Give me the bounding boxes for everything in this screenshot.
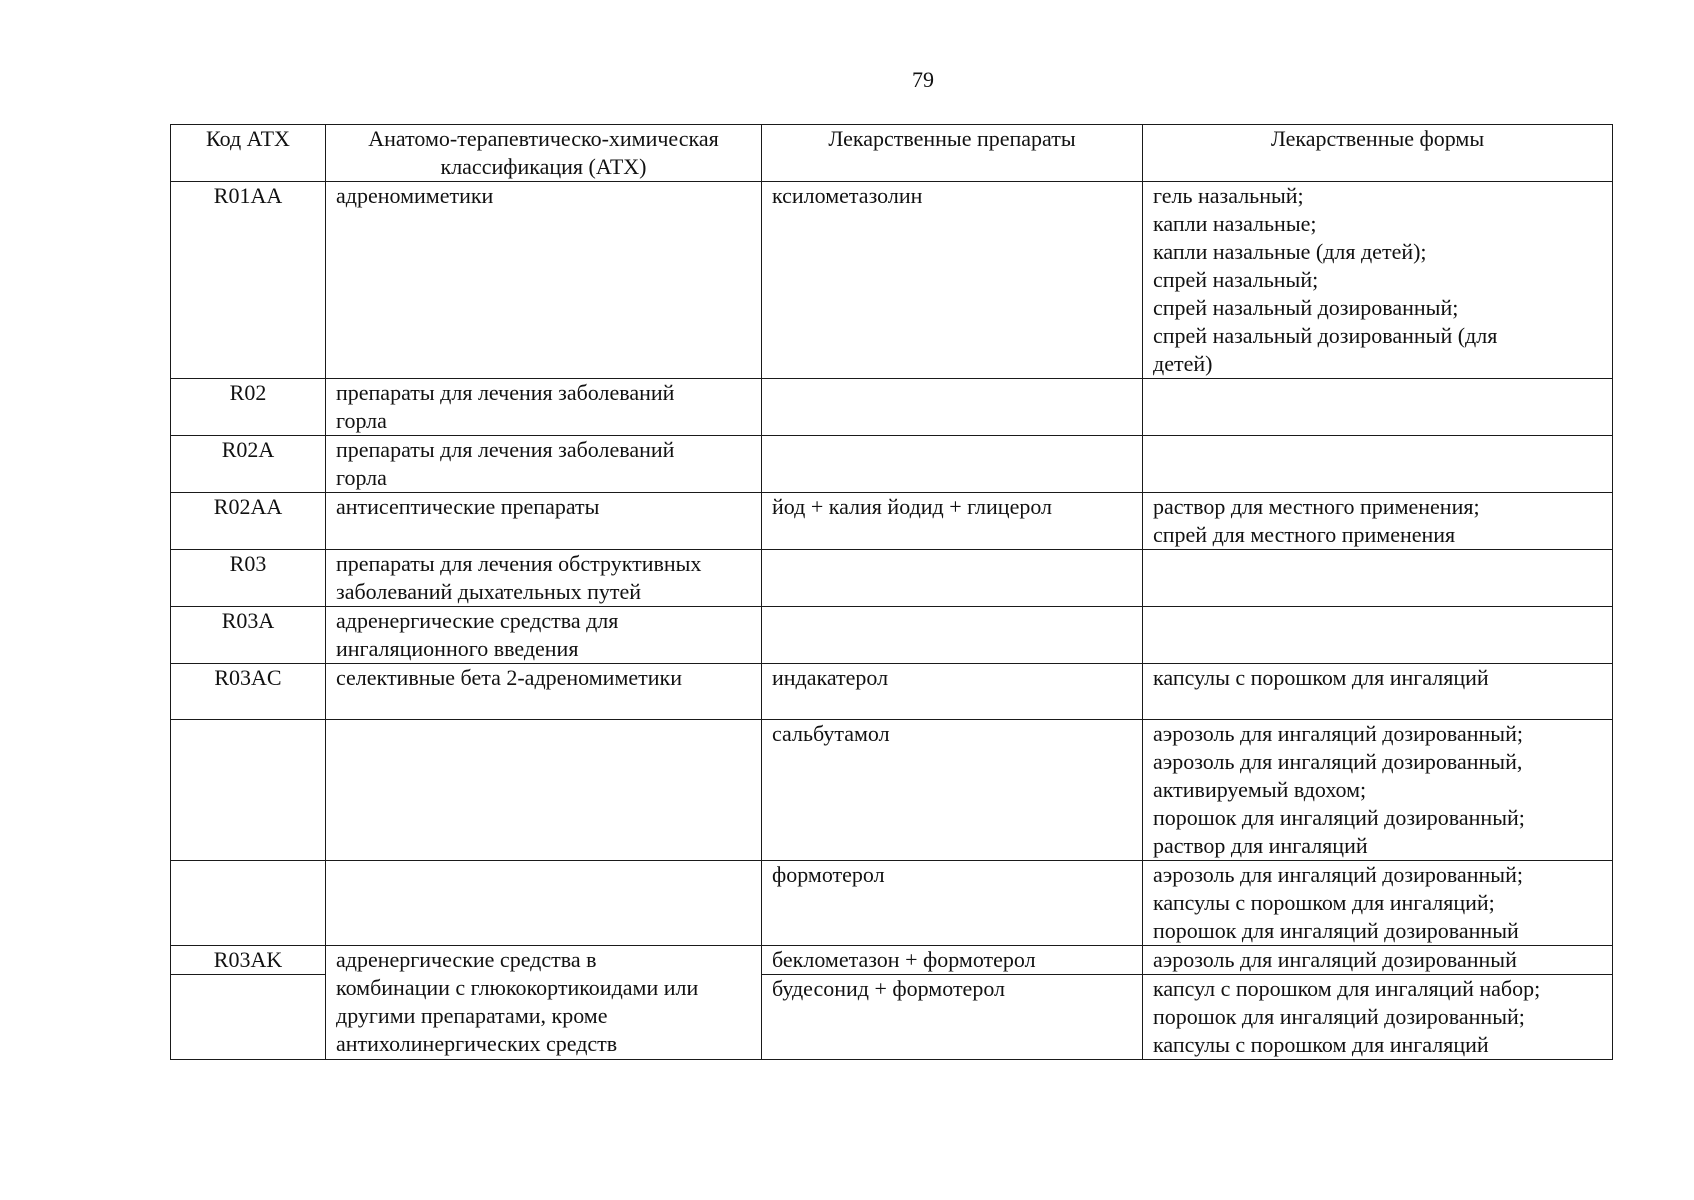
drug-name: беклометазон + формотерол: [762, 946, 1143, 975]
drug-name: [762, 379, 1143, 436]
table-row: [171, 379, 1613, 436]
classification-line: горла: [336, 465, 387, 490]
classification-line: антихолинергических средств: [336, 1031, 618, 1056]
table-row: [171, 493, 1613, 550]
form-line: спрей для местного применения: [1153, 522, 1456, 547]
atx-code: R02AA: [171, 493, 326, 550]
header-code: Код АТХ: [171, 125, 326, 182]
table-header-row: [171, 125, 1613, 182]
atx-code: [171, 861, 326, 946]
drug-forms: [1143, 664, 1613, 720]
atx-classification: [326, 550, 762, 607]
drug-forms: [1143, 550, 1613, 607]
form-line: раствор для местного применения;: [1153, 494, 1480, 519]
table-row: [171, 720, 1613, 861]
drug-forms: [1143, 975, 1613, 1060]
drug-forms: [1143, 946, 1613, 975]
table-row: [171, 182, 1613, 379]
page-number: 79: [912, 67, 934, 92]
atx-classification: [326, 720, 762, 861]
table-row: [171, 436, 1613, 493]
header-classification: Анатомо-терапевтическо-химическая классификация (АТХ): [326, 125, 762, 182]
drug-forms: [1143, 861, 1613, 946]
atx-code: [171, 975, 326, 1060]
table-row: [171, 664, 1613, 720]
header-drugs: Лекарственные препараты: [762, 125, 1143, 182]
form-line: детей): [1153, 351, 1213, 376]
drug-name: [762, 550, 1143, 607]
atx-classification: [326, 436, 762, 493]
form-line: гель назальный;: [1153, 183, 1304, 208]
form-line: спрей назальный дозированный;: [1153, 295, 1459, 320]
atx-code: R02A: [171, 436, 326, 493]
atx-code: R03AC: [171, 664, 326, 720]
atx-code: [171, 720, 326, 861]
atx-classification: [326, 861, 762, 946]
classification-line: препараты для лечения заболеваний: [336, 380, 675, 405]
classification-line: селективные бета 2-адреномиметики: [336, 665, 682, 690]
drug-forms: [1143, 720, 1613, 861]
classification-line: адренергические средства для: [336, 608, 619, 633]
form-line: капли назальные;: [1153, 211, 1317, 236]
form-line: капли назальные (для детей);: [1153, 239, 1427, 264]
atx-classification: [326, 182, 762, 379]
drug-forms: [1143, 379, 1613, 436]
classification-line: комбинации с глюкокортикоидами или: [336, 975, 699, 1000]
classification-line: адреномиметики: [336, 183, 494, 208]
drug-name: ксилометазолин: [762, 182, 1143, 379]
form-line: спрей назальный;: [1153, 267, 1319, 292]
form-line: капсулы с порошком для ингаляций;: [1153, 890, 1495, 915]
atx-table: [170, 124, 1613, 1060]
header-forms: Лекарственные формы: [1143, 125, 1613, 182]
form-line: аэрозоль для ингаляций дозированный,: [1153, 749, 1523, 774]
drug-name: [762, 436, 1143, 493]
form-line: аэрозоль для ингаляций дозированный;: [1153, 721, 1523, 746]
table-row: [171, 946, 1613, 975]
atx-classification: [326, 379, 762, 436]
form-line: капсулы с порошком для ингаляций: [1153, 1032, 1489, 1057]
classification-line: препараты для лечения заболеваний: [336, 437, 675, 462]
atx-classification: [326, 946, 762, 1060]
form-line: спрей назальный дозированный (для: [1153, 323, 1498, 348]
drug-forms: [1143, 607, 1613, 664]
atx-code: R03A: [171, 607, 326, 664]
drug-name: формотерол: [762, 861, 1143, 946]
form-line: порошок для ингаляций дозированный;: [1153, 805, 1525, 830]
classification-line: препараты для лечения обструктивных: [336, 551, 702, 576]
atx-code: R03AK: [171, 946, 326, 975]
classification-line: другими препаратами, кроме: [336, 1003, 608, 1028]
table-row: [171, 550, 1613, 607]
form-line: активируемый вдохом;: [1153, 777, 1367, 802]
drug-forms: [1143, 436, 1613, 493]
form-line: аэрозоль для ингаляций дозированный;: [1153, 862, 1523, 887]
atx-classification: [326, 607, 762, 664]
form-line: капсулы с порошком для ингаляций: [1153, 665, 1489, 690]
form-line: раствор для ингаляций: [1153, 833, 1368, 858]
form-line: порошок для ингаляций дозированный;: [1153, 1004, 1525, 1029]
drug-forms: [1143, 182, 1613, 379]
drug-name: сальбутамол: [762, 720, 1143, 861]
drug-name: индакатерол: [762, 664, 1143, 720]
atx-classification: [326, 493, 762, 550]
drug-name: [762, 607, 1143, 664]
atx-code: R01AA: [171, 182, 326, 379]
classification-line: ингаляционного введения: [336, 636, 579, 661]
atx-code: R02: [171, 379, 326, 436]
classification-line: заболеваний дыхательных путей: [336, 579, 642, 604]
classification-line: горла: [336, 408, 387, 433]
form-line: капсул с порошком для ингаляций набор;: [1153, 976, 1541, 1001]
drug-name: йод + калия йодид + глицерол: [762, 493, 1143, 550]
table-row: [171, 861, 1613, 946]
classification-line: антисептические препараты: [336, 494, 600, 519]
drug-name: будесонид + формотерол: [762, 975, 1143, 1060]
drug-forms: [1143, 493, 1613, 550]
atx-classification: [326, 664, 762, 720]
form-line: порошок для ингаляций дозированный: [1153, 918, 1519, 943]
classification-line: адренергические средства в: [336, 947, 597, 972]
atx-code: R03: [171, 550, 326, 607]
table-row: [171, 607, 1613, 664]
form-line: аэрозоль для ингаляций дозированный: [1153, 947, 1517, 972]
